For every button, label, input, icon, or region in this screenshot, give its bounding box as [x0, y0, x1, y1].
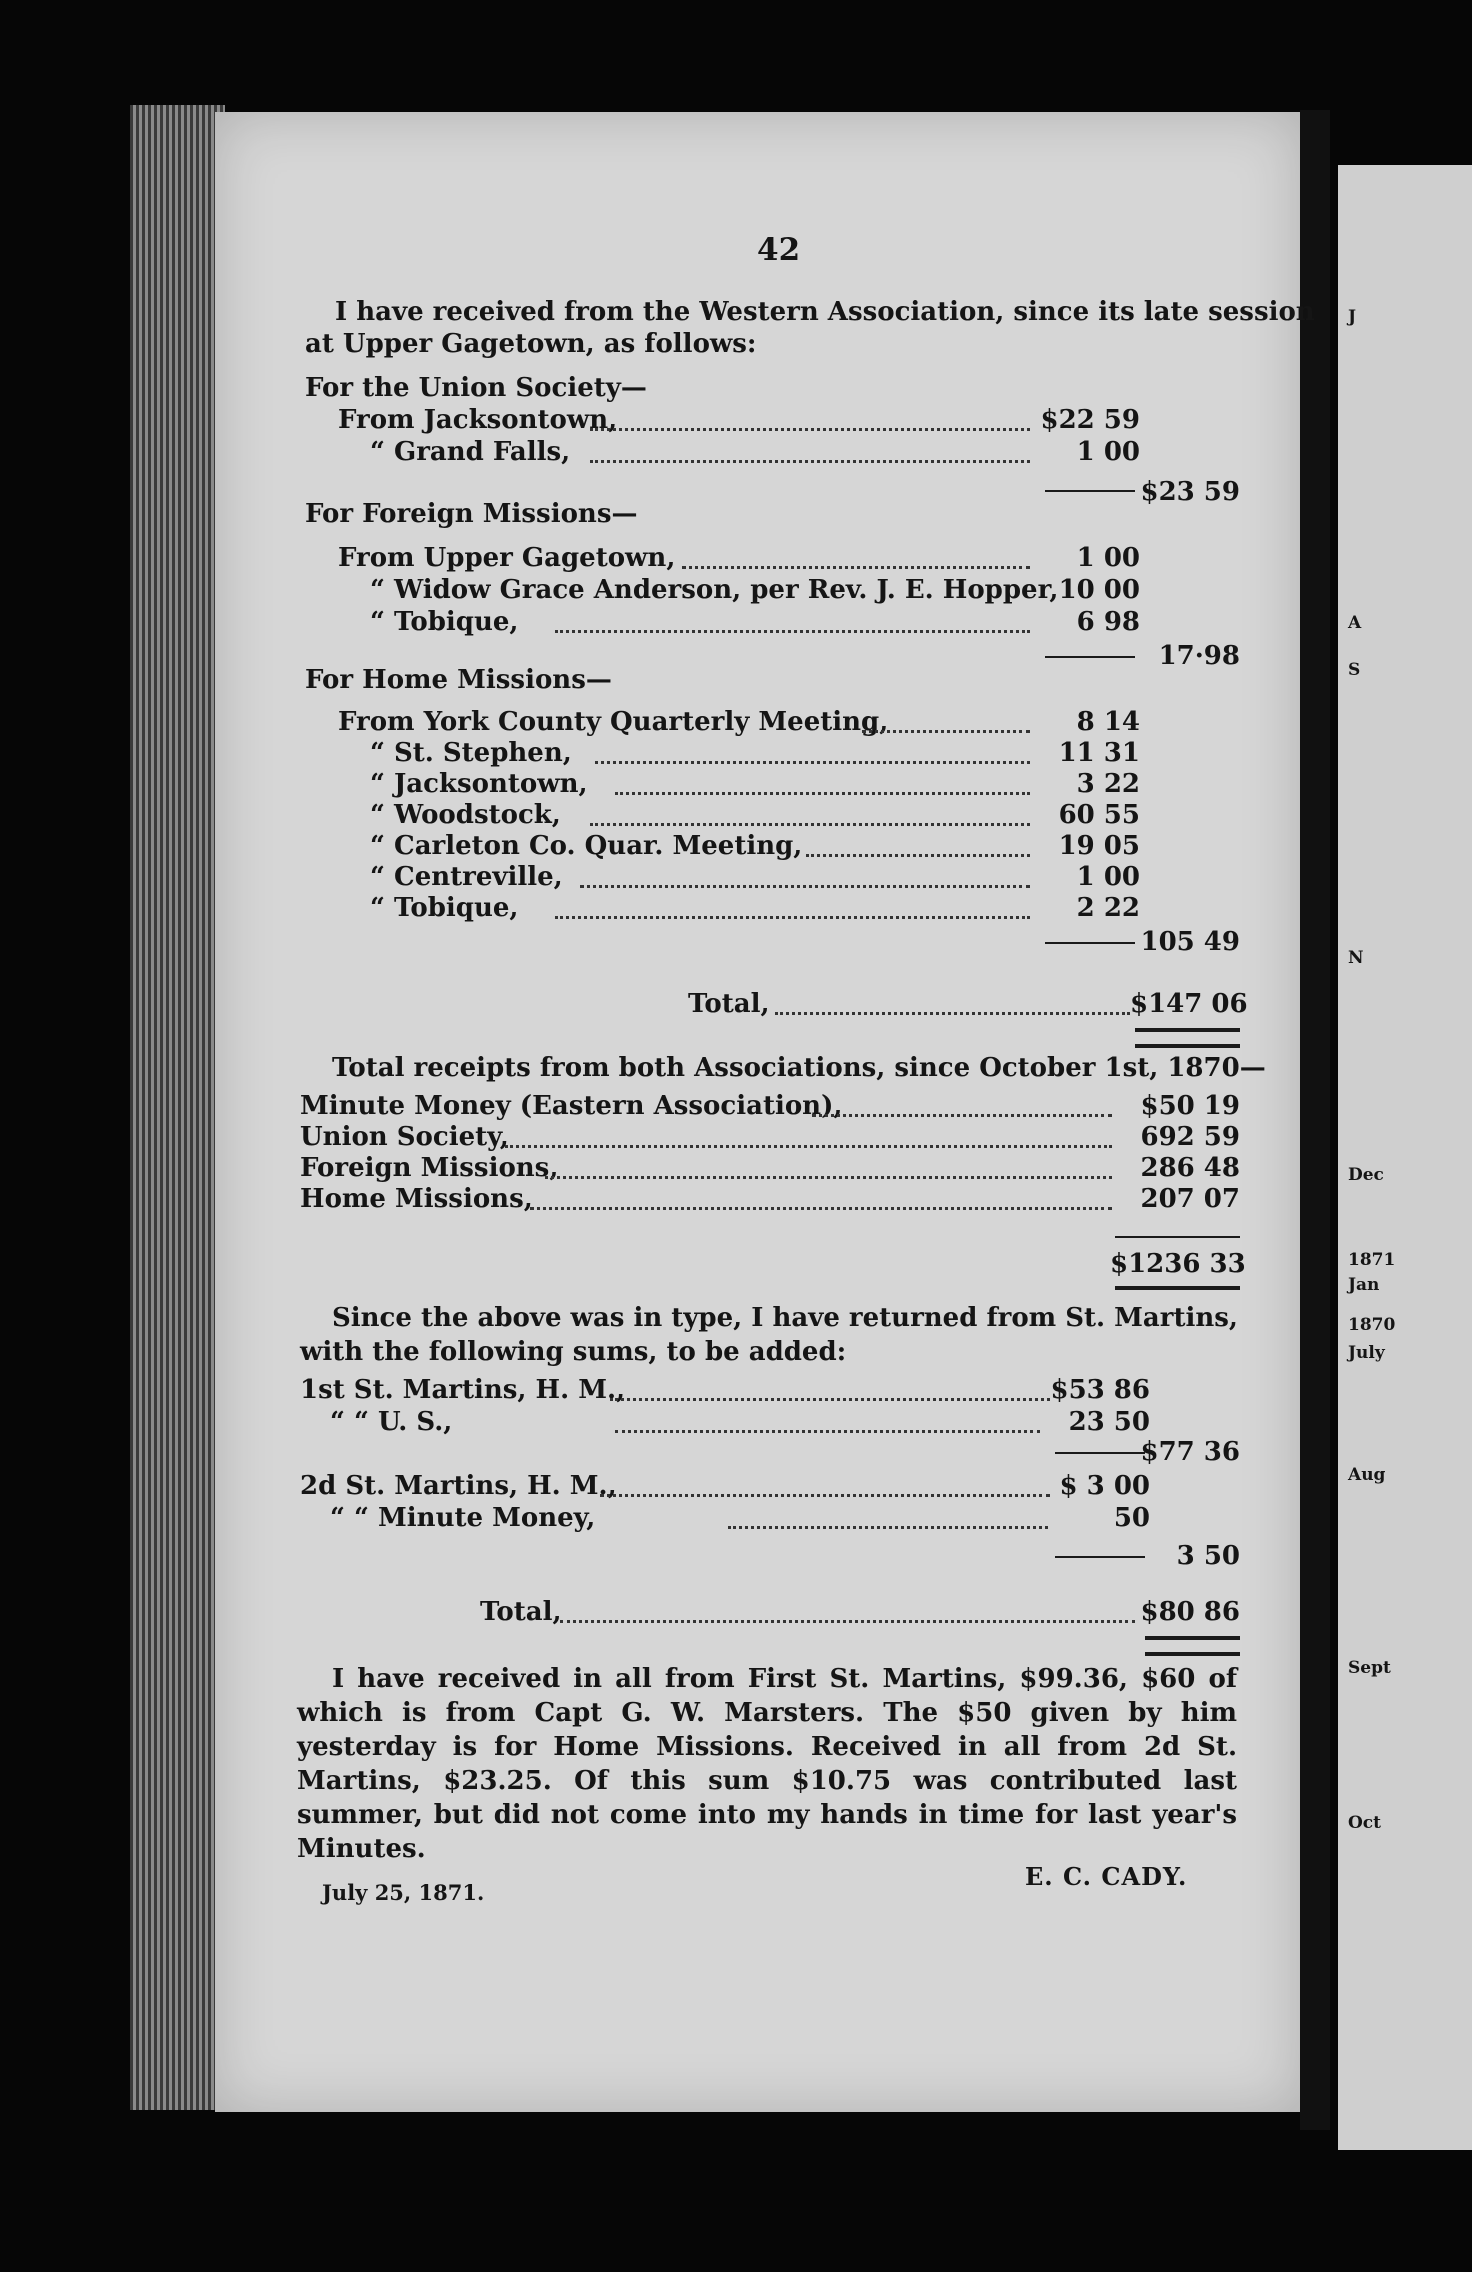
entry-label: “ “ Minute Money,: [330, 1503, 596, 1533]
receipts-heading: Total receipts from both Associations, since October 1st, 1870—: [332, 1053, 1266, 1083]
entry-label: “ Carleton Co. Quar. Meeting,: [370, 831, 803, 861]
dot-leader: [590, 823, 1030, 826]
entry-label: 1st St. Martins, H. M.,: [300, 1375, 626, 1405]
adjacent-page-fragment: S: [1348, 660, 1361, 680]
dot-leader: [615, 792, 1030, 795]
signature: E. C. CADY.: [1025, 1862, 1188, 1891]
dot-leader: [545, 1176, 1112, 1179]
section-heading: For Home Missions—: [305, 665, 612, 695]
entry-label: “ St. Stephen,: [370, 738, 572, 768]
entry-label: “ Widow Grace Anderson, per Rev. J. E. Hopper,: [370, 575, 1059, 605]
subtotal-amount: 3 50: [1176, 1541, 1240, 1571]
dot-leader: [580, 885, 1030, 888]
entry-amount: 3 22: [1076, 769, 1140, 799]
entry-amount: 692 59: [1140, 1122, 1240, 1152]
adjacent-page-fragment: Aug: [1348, 1465, 1386, 1485]
entry-amount: 1 00: [1076, 543, 1140, 573]
dot-leader: [615, 1430, 1040, 1433]
closing-paragraph: I have received in all from First St. Martins, $99.36, $60 of which is from Capt G. W. Marsters. The $50 given by him yesterday is for Home Missions. Received in all from 2d St. Martins, $23.25. Of this sum $10.75 was contributed last summer, but did not come into my hands in time for last year's Minutes.: [297, 1664, 1237, 1864]
entry-label: “ Tobique,: [370, 893, 519, 923]
subtotal-rule: [1055, 1452, 1145, 1454]
subtotal-rule: [1045, 490, 1135, 492]
receipts-total: $1236 33: [1110, 1249, 1246, 1279]
entry-amount: $ 3 00: [1059, 1471, 1150, 1501]
dot-leader: [555, 630, 1030, 633]
dot-leader: [728, 1526, 1048, 1529]
date: July 25, 1871.: [322, 1880, 485, 1905]
book-page-edge: [130, 105, 225, 2110]
entry-amount: 19 05: [1058, 831, 1140, 861]
dot-leader: [590, 428, 1030, 431]
entry-label: 2d St. Martins, H. M.,: [300, 1471, 617, 1501]
entry-label: Home Missions,: [300, 1184, 533, 1214]
adjacent-page: [1338, 165, 1472, 2150]
dot-leader: [560, 1620, 1135, 1623]
entry-amount: 286 48: [1140, 1153, 1240, 1183]
subtotal-amount: $23 59: [1140, 477, 1240, 507]
entry-label: From Upper Gagetown,: [338, 543, 676, 573]
adjacent-page-fragment: J: [1348, 307, 1357, 327]
entry-label: “ Grand Falls,: [370, 437, 571, 467]
dot-leader: [505, 1145, 1112, 1148]
dot-leader: [600, 1494, 1050, 1497]
dot-leader: [806, 854, 1030, 857]
entry-amount: 1 00: [1076, 862, 1140, 892]
addendum-line: Since the above was in type, I have returned from St. Martins,: [332, 1303, 1238, 1333]
total-rule: [1115, 1286, 1240, 1290]
dot-leader: [812, 1114, 1112, 1117]
entry-amount: 2 22: [1076, 893, 1140, 923]
dot-leader: [610, 1398, 1050, 1401]
entry-amount: 207 07: [1140, 1184, 1240, 1214]
entry-amount: $22 59: [1040, 405, 1140, 435]
intro-line: I have received from the Western Association, since its late session: [335, 297, 1315, 327]
page-number: 42: [757, 232, 801, 268]
entry-amount: 23 50: [1068, 1407, 1150, 1437]
dot-leader: [555, 916, 1030, 919]
entry-amount: 6 98: [1076, 607, 1140, 637]
subtotal-amount: 105 49: [1140, 927, 1240, 957]
adjacent-page-fragment: Dec: [1348, 1165, 1384, 1185]
total-amount: $80 86: [1140, 1597, 1240, 1627]
entry-amount: 11 31: [1058, 738, 1140, 768]
dot-leader: [530, 1207, 1112, 1210]
entry-amount: 50: [1113, 1503, 1150, 1533]
total-label: Total,: [480, 1597, 562, 1627]
entry-label: From Jacksontown,: [338, 405, 618, 435]
intro-line: at Upper Gagetown, as follows:: [305, 329, 757, 359]
entry-amount: $53 86: [1050, 1375, 1150, 1405]
adjacent-page-fragment: July: [1348, 1343, 1385, 1363]
adjacent-page-fragment: Oct: [1348, 1813, 1382, 1833]
dot-leader: [682, 566, 1030, 569]
entry-amount: 10 00: [1058, 575, 1140, 605]
entry-label: From York County Quarterly Meeting,: [338, 707, 889, 737]
dot-leader: [590, 460, 1030, 463]
entry-amount: 1 00: [1076, 437, 1140, 467]
subtotal-rule: [1045, 656, 1135, 658]
total-amount: $147 06: [1130, 989, 1248, 1019]
total-double-rule: [1135, 1028, 1240, 1048]
entry-label: “ Tobique,: [370, 607, 519, 637]
entry-label: Union Society,: [300, 1122, 509, 1152]
total-double-rule: [1145, 1636, 1240, 1656]
entry-label: “ Jacksontown,: [370, 769, 588, 799]
entry-label: Minute Money (Eastern Association),: [300, 1091, 843, 1121]
adjacent-page-fragment: Sept: [1348, 1658, 1391, 1678]
entry-label: “ “ U. S.,: [330, 1407, 453, 1437]
dot-leader: [862, 730, 1030, 733]
adjacent-page-fragment: A: [1348, 613, 1362, 633]
section-heading: For the Union Society—: [305, 373, 647, 403]
entry-label: Foreign Missions,: [300, 1153, 559, 1183]
entry-label: “ Centreville,: [370, 862, 563, 892]
subtotal-amount: 17·98: [1158, 641, 1240, 671]
entry-amount: 8 14: [1076, 707, 1140, 737]
subtotal-rule: [1055, 1556, 1145, 1558]
section-heading: For Foreign Missions—: [305, 499, 638, 529]
total-label: Total,: [688, 989, 770, 1019]
entry-amount: $50 19: [1140, 1091, 1240, 1121]
dot-leader: [595, 761, 1030, 764]
dot-leader: [775, 1012, 1130, 1015]
subtotal-rule: [1045, 942, 1135, 944]
book-gutter: [1300, 110, 1330, 2130]
adjacent-page-fragment: 1870: [1348, 1315, 1396, 1335]
adjacent-page-fragment: N: [1348, 948, 1364, 968]
adjacent-page-fragment: 1871: [1348, 1250, 1396, 1270]
subtotal-rule: [1115, 1236, 1240, 1238]
adjacent-page-fragment: Jan: [1348, 1275, 1380, 1295]
entry-label: “ Woodstock,: [370, 800, 561, 830]
subtotal-amount: $77 36: [1140, 1437, 1240, 1467]
entry-amount: 60 55: [1058, 800, 1140, 830]
addendum-line: with the following sums, to be added:: [300, 1337, 847, 1367]
